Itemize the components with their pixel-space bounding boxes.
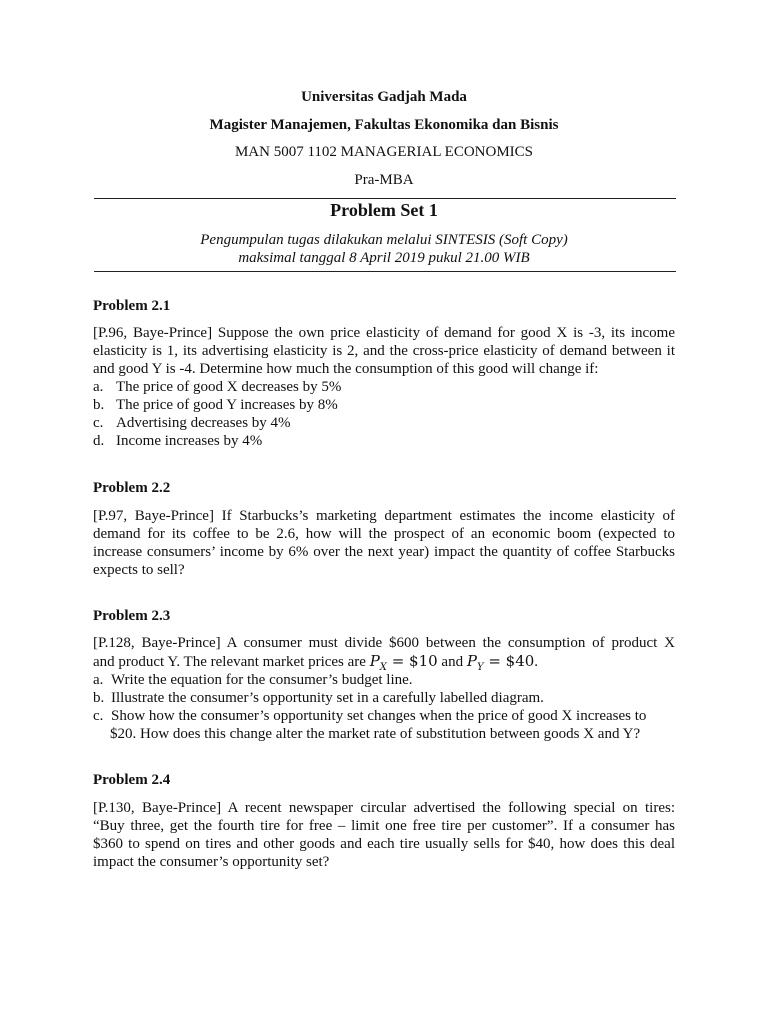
problem-body xyxy=(93,507,675,579)
list-item-text: The price of good X decreases by 5% xyxy=(116,379,342,395)
price-y-value: = $40 xyxy=(483,652,535,670)
list-marker: a. xyxy=(93,379,104,395)
university-name: Universitas Gadjah Mada xyxy=(301,89,467,105)
problem-list xyxy=(93,671,675,743)
course-code: MAN 5007 1102 MANAGERIAL ECONOMICS xyxy=(234,144,534,160)
top-rule xyxy=(94,198,676,199)
problem-line: expects to sell? xyxy=(93,562,185,578)
list-item-text: Show how the consumer’s opportunity set changes when the price of good X increases to xyxy=(111,708,647,724)
price-line: and product Y. The relevant market prices are $P_X$ = $10 and $P_Y$ = $40. xyxy=(93,652,539,673)
list-item-text: Write the equation for the consumer’s budget line. xyxy=(111,672,413,688)
list-marker: d. xyxy=(93,433,105,449)
list-marker: c. xyxy=(93,415,104,431)
price-x-symbol: $P_X$ xyxy=(369,652,387,673)
program-name: Pra-MBA xyxy=(354,172,414,188)
list-item-text: Illustrate the consumer’s opportunity set in a carefully labelled diagram. xyxy=(111,690,544,706)
problem-line: [P.130, Baye-Prince] A recent newspaper circular advertised the following special on tires: xyxy=(93,800,675,816)
problem-body xyxy=(93,799,675,871)
list-item xyxy=(93,414,675,432)
list-item xyxy=(93,396,675,414)
submission-line-2: maksimal tanggal 8 April 2019 pukul 21.00 WIB xyxy=(238,250,530,266)
list-item xyxy=(93,378,675,396)
problem-line: [P.128, Baye-Prince] A consumer must divide $600 between the consumption of product X xyxy=(93,635,675,651)
list-item-continuation: $20. How does this change alter the market rate of substitution between goods X and Y? xyxy=(110,726,641,742)
list-marker: a. xyxy=(93,672,104,688)
list-marker: b. xyxy=(93,690,105,706)
problem-heading: Problem 2.3 xyxy=(93,608,171,624)
problem-line: $360 to spend on tires and other goods and each tire usually sells for $40, how does this deal xyxy=(93,836,675,852)
page-title: Problem Set 1 xyxy=(330,200,438,220)
problem-heading: Problem 2.1 xyxy=(93,298,171,314)
problem-line: [P.96, Baye-Prince] Suppose the own price elasticity of demand for good X is -3, its income xyxy=(93,325,675,341)
list-item xyxy=(93,707,675,725)
submission-line-1: Pengumpulan tugas dilakukan melalui SINTESIS (Soft Copy) xyxy=(200,232,568,248)
problem-heading: Problem 2.2 xyxy=(93,480,171,496)
problem-list xyxy=(93,378,675,450)
list-item-text: The price of good Y increases by 8% xyxy=(116,397,338,413)
list-marker: c. xyxy=(93,708,104,724)
list-item xyxy=(93,432,675,450)
problem-body xyxy=(93,324,675,378)
faculty-name: Magister Manajemen, Fakultas Ekonomika dan Bisnis xyxy=(209,117,559,133)
problem-heading: Problem 2.4 xyxy=(93,772,171,788)
bottom-rule xyxy=(94,271,676,272)
price-y-symbol: $P_Y$ xyxy=(466,652,484,673)
problem-line: impact the consumer’s opportunity set? xyxy=(93,854,330,870)
problem-line: and good Y is -4. Determine how much the consumption of this good will change if: xyxy=(93,361,599,377)
problem-line: [P.97, Baye-Prince] If Starbucks’s marketing department estimates the income elasticity of xyxy=(93,508,675,524)
problem-line: “Buy three, get the fourth tire for free – limit one free tire per customer”. If a consumer has xyxy=(93,818,675,834)
problem-line: increase consumers’ income by 6% over the next year) impact the quantity of coffee Starbucks xyxy=(93,544,675,560)
list-item xyxy=(93,671,675,689)
list-item-text: Income increases by 4% xyxy=(116,433,263,449)
list-item xyxy=(93,689,675,707)
problem-line: demand for its coffee to be 2.6, how will the prospect of an economic boom (expected to xyxy=(93,526,675,542)
problem-line: elasticity is 1, its advertising elasticity is 2, and the cross-price elasticity of demand between it xyxy=(93,343,675,359)
price-x-value: = $10 xyxy=(386,652,438,670)
list-marker: b. xyxy=(93,397,105,413)
list-item-text: Advertising decreases by 4% xyxy=(116,415,291,431)
